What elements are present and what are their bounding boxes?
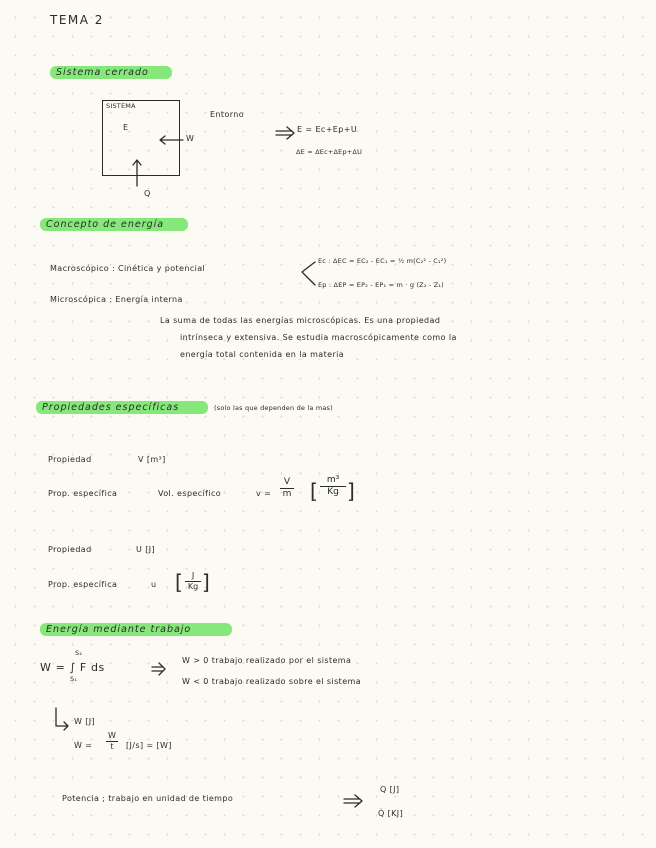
macroscopic-line: Macroscópico : Cinética y potencial [50,264,206,273]
power-lhs: Ẇ = [74,741,93,750]
property-label: Propiedad [48,545,92,554]
heat-arrow-icon [133,160,141,186]
volume-unit: V [m³] [138,455,166,464]
work-integral: W = ∫ F ds [40,661,105,674]
fraction-numerator: V [283,477,291,487]
heat-unit: Q [J] [380,785,400,794]
section-heading-energy-concept: Concepto de energía [46,219,165,230]
negative-work-case: W < 0 trabajo realizado sobre el sistema [182,677,362,686]
internal-energy-unit: U [J] [136,545,155,554]
section-heading-closed-system: Sistema cerrado [56,67,149,78]
integral-lower-limit: S₁ [70,675,78,683]
integral-upper-limit: S₂ [75,649,83,657]
specific-internal-energy-symbol: u [151,580,157,589]
fraction-numerator: W [108,731,116,740]
system-box-label: SISTEMA [106,102,136,110]
page-title: TEMA 2 [50,13,104,27]
implies-arrow-icon [344,795,362,807]
implies-arrow-icon [276,127,294,139]
fraction-denominator: m [282,489,292,500]
heat-label: Q [144,189,151,198]
positive-work-case: W > 0 trabajo realizado por el sistema [182,656,352,665]
split-brace-icon [302,262,315,285]
power-definition: Potencia ; trabajo en unidad de tiempo [62,794,234,803]
bracket-close: ] [202,570,211,594]
internal-energy-note-line1: La suma de todas las energías microscópicas. Es una propiedad [160,316,441,325]
surroundings-label: Entorno [210,110,245,119]
unit-numerator: m³ [326,475,340,485]
power-unit: [J/s] = [W] [126,741,172,750]
microscopic-line: Microscópica : Energía interna [50,295,183,304]
internal-energy-note-line2: intrínseca y extensiva. Se estudia macroscópicamente como la [180,333,457,342]
bracket-open: [ [175,570,184,594]
bracket-open: [ [310,479,319,503]
system-energy-symbol: E [123,123,129,132]
specific-property-label: Prop. específica [48,580,118,589]
specific-volume-label: Vol. específico [158,489,222,498]
unit-denominator: Kg [327,487,339,498]
work-unit: W [J] [74,717,96,726]
specific-properties-note: (solo las que dependen de la mas) [214,404,333,412]
energy-change-equation: ΔE = ΔEc+ΔEp+ΔU [296,148,363,156]
specific-property-label: Prop. específica [48,489,118,498]
potential-energy-formula: Ep : ΔEP = EP₂ - EP₁ = m · g (Z₂ - Z₁) [318,281,444,289]
bracket-close: ] [347,479,356,503]
specific-volume-lhs: v = [256,489,272,498]
fraction-denominator: t [110,742,114,752]
unit-numerator: J [191,571,195,580]
section-heading-work-energy: Energía mediante trabajo [46,624,192,635]
work-arrow-icon [160,136,183,144]
section-heading-specific-properties: Propiedades específicas [42,402,180,413]
property-label: Propiedad [48,455,92,464]
energy-equation: E = Ec+Ep+U [297,125,358,134]
internal-energy-note-line3: energía total contenida en la materia [180,350,345,359]
work-label: W [186,134,195,143]
implies-arrow-icon [152,663,165,675]
heat-rate-unit: Q̇ [KJ] [378,809,404,818]
unit-denominator: Kg [187,582,199,592]
hook-arrow-icon [56,708,68,730]
kinetic-energy-formula: Ec : ΔEC = EC₂ - EC₁ = ½ m(C₂² - C₁²) [318,257,447,265]
